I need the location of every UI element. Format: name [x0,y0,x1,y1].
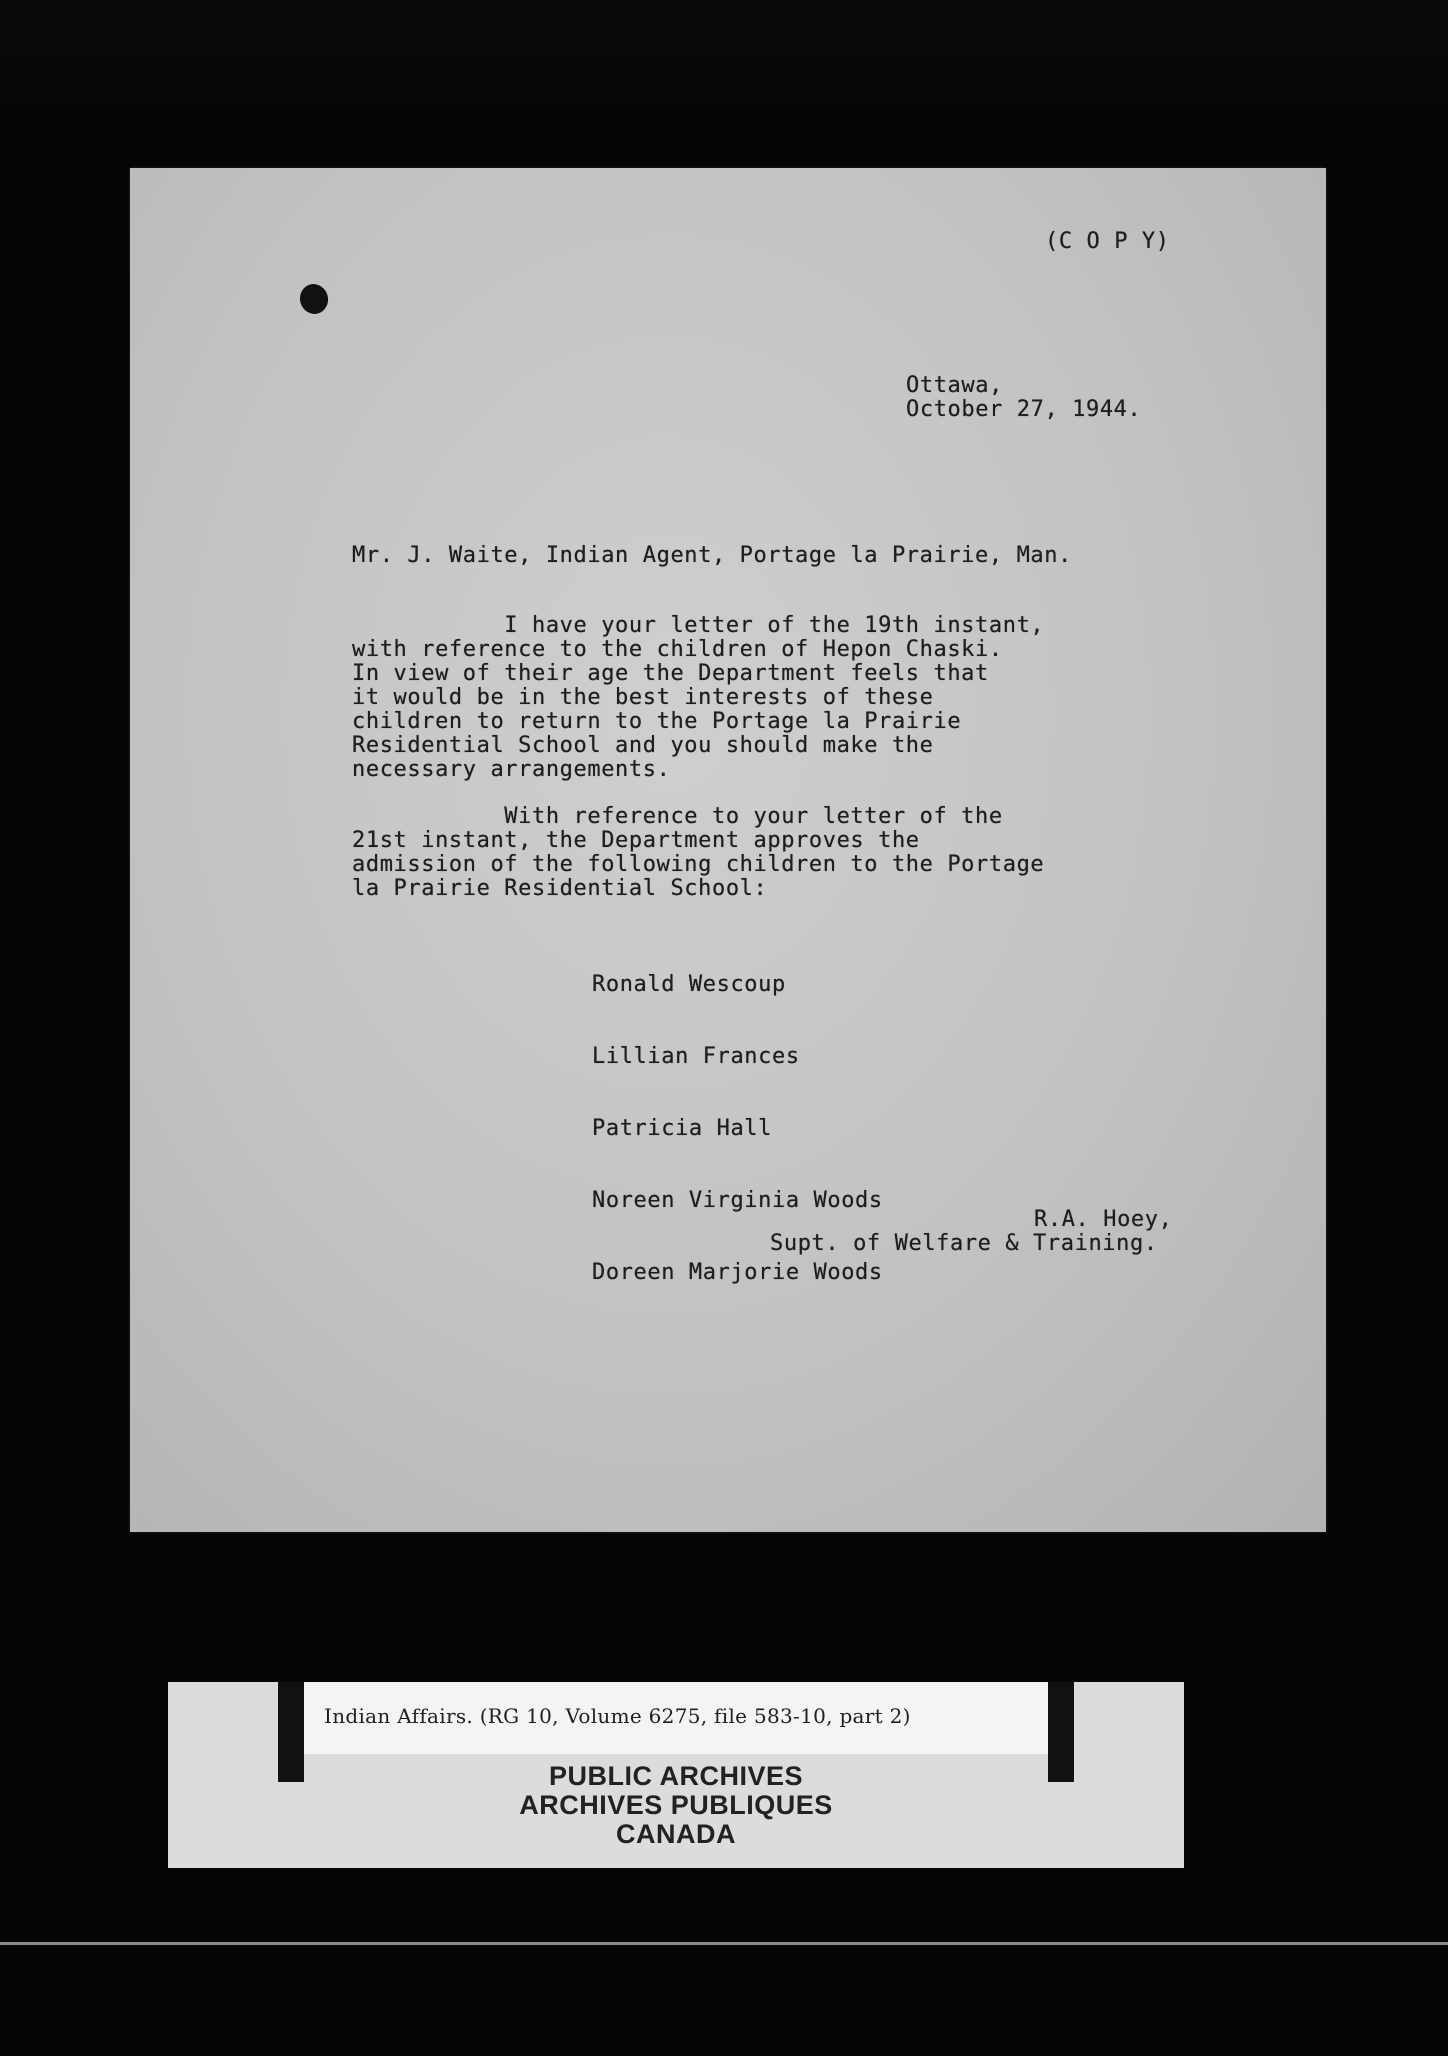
letter-place: Ottawa, [906,373,1003,398]
signature-title: Supt. of Welfare & Training. [770,1231,1158,1256]
letter-addressee: Mr. J. Waite, Indian Agent, Portage la Prairie, Man. [352,543,1072,568]
scan-bottom-line [0,1942,1448,1945]
list-item: Patricia Hall [592,1116,772,1141]
stamp-line-3: CANADA [616,1819,736,1849]
children-list [592,925,883,1333]
list-item: Ronald Wescoup [592,972,786,997]
list-item: Lillian Frances [592,1044,800,1069]
stamp-line-2: ARCHIVES PUBLIQUES [519,1790,833,1820]
signature-name: R.A. Hoey, [1034,1207,1173,1232]
letter-paragraph-2: With reference to your letter of the 21st instant, the Department approves the admission of the following children to the Portage la Prairie Residential School: [352,804,1045,901]
scan-background [0,0,1448,120]
punch-hole-mark [297,281,332,317]
archive-reference: Indian Affairs. (RG 10, Volume 6275, file 583-10, part 2) [324,1704,911,1728]
list-item: Doreen Marjorie Woods [592,1260,883,1285]
list-item: Noreen Virginia Woods [592,1188,883,1213]
letter-paragraph-1: I have your letter of the 19th instant, with reference to the children of Hepon Chaski. In view of their age the Department feels that it would be in the best interests of these children to return to the Portage la Prairie Residential School and you should make the necessary arrangements. [352,613,1045,782]
copy-mark: (C O P Y) [1045,229,1170,254]
archives-stamp [168,1762,1184,1849]
letter-date: October 27, 1944. [906,397,1142,422]
letter-page [130,168,1326,1532]
stamp-line-1: PUBLIC ARCHIVES [548,1761,804,1791]
